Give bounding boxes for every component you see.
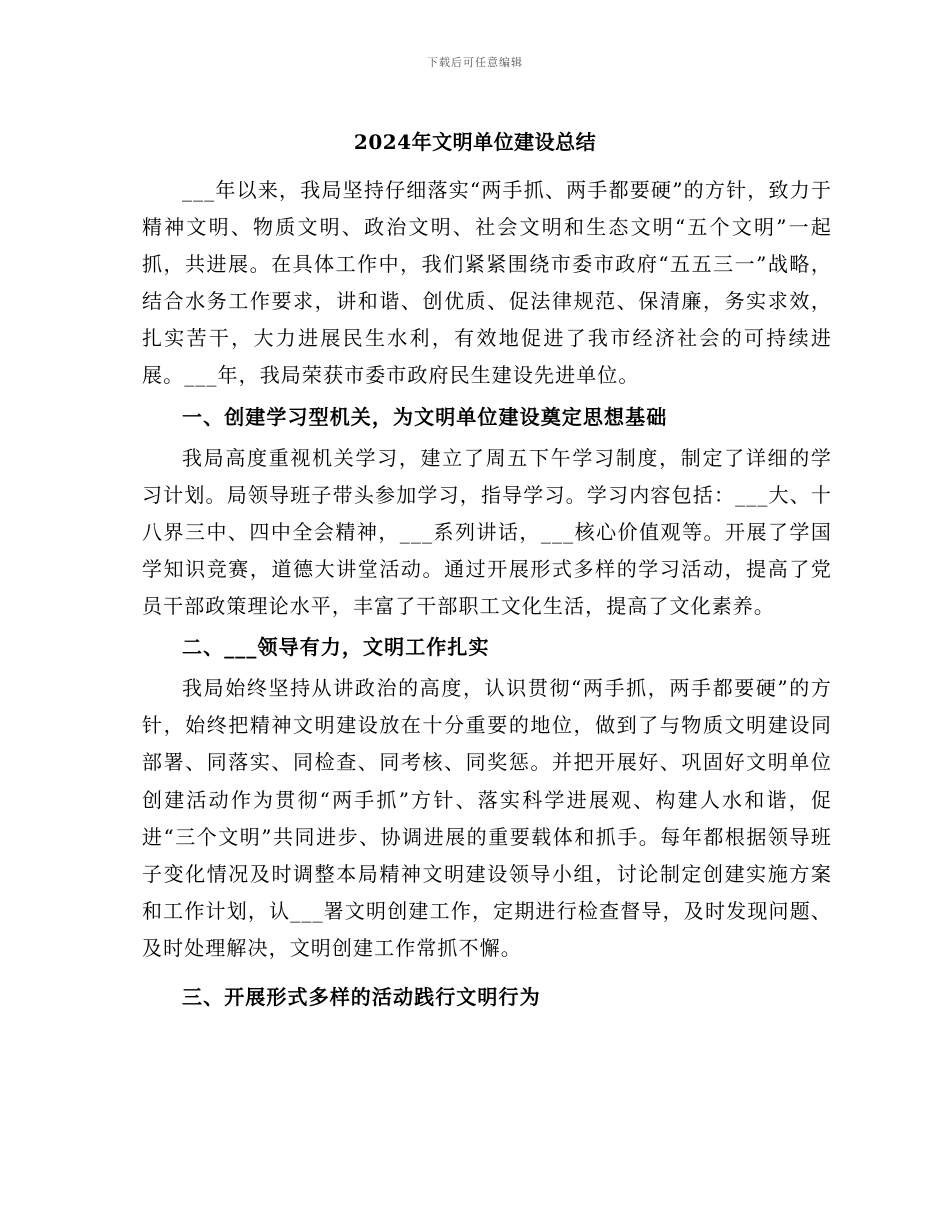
section-1-paragraph: 我局高度重视机关学习，建立了周五下午学习制度，制定了详细的学习计划。局领导班子带头参加学习，指导学习。学习内容包括：___大、十八界三中、四中全会精神，___系列讲话，___核心价值观等。开展了学国学知识竞赛，道德大讲堂活动。通过开展形式多样的学习活动，提高了党员干部政策理论水平，丰富了干部职工文化生活，提高了文化素养。: [142, 445, 832, 619]
header-note: 下载后可任意编辑: [427, 56, 523, 69]
section-heading-2: 二、___领导有力，文明工作扎实: [182, 635, 490, 660]
document-body: [142, 172, 832, 1020]
section-heading-3: 三、开展形式多样的活动践行文明行为: [182, 984, 541, 1009]
document-title: 2024年文明单位建设总结: [353, 130, 597, 154]
section-2-paragraph: 我局始终坚持从讲政治的高度，认识贯彻“两手抓，两手都要硬”的方针，始终把精神文明建设放在十分重要的地位，做到了与物质文明建设同部署、同落实、同检查、同考核、同奖惩。并把开展好、巩固好文明单位创建活动作为贯彻“两手抓”方针、落实科学进展观、构建人水和谐，促进“三个文明”共同进步、协调进展的重要载体和抓手。每年都根据领导班子变化情况及时调整本局精神文明建设领导小组，讨论制定创建实施方案和工作计划，认___署文明创建工作，定期进行检查督导，及时发现问题、及时处理解决，文明创建工作常抓不懈。: [142, 676, 832, 960]
section-heading-1: 一、创建学习型机关，为文明单位建设奠定思想基础: [182, 404, 668, 429]
intro-paragraph: ___年以来，我局坚持仔细落实“两手抓、两手都要硬”的方针，致力于精神文明、物质文明、政治文明、社会文明和生态文明“五个文明”一起抓，共进展。在具体工作中，我们紧紧围绕市委市政府“五五三一”战略，结合水务工作要求，讲和谐、创优质、促法律规范、保清廉，务实求效，扎实苦干，大力进展民生水利，有效地促进了我市经济社会的可持续进展。___年，我局荣获市委市政府民生建设先进单位。: [142, 178, 832, 388]
